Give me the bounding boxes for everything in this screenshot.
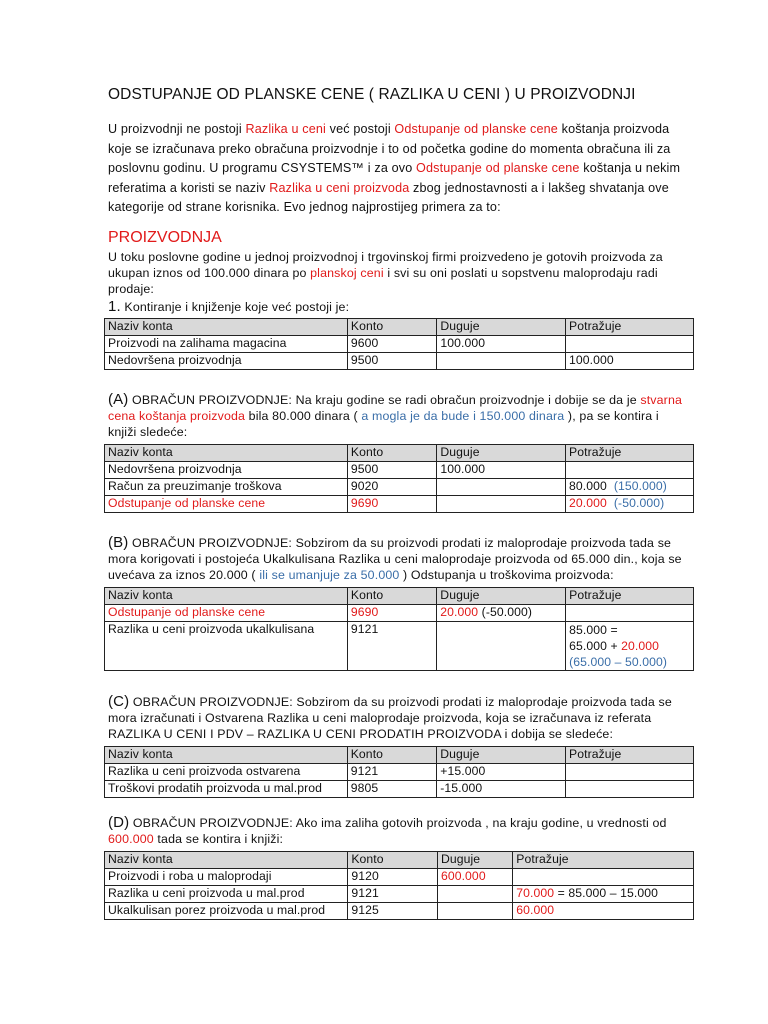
- section-c-text: [108, 694, 683, 742]
- intro-text: U proizvodnji ne postoji: [108, 122, 246, 136]
- table-c: [104, 746, 694, 798]
- cell-naziv: Odstupanje od planske cene: [105, 496, 348, 513]
- cell-duguje: [437, 903, 512, 920]
- cell-potrazuje: [566, 605, 694, 622]
- header-naziv: Naziv konta: [105, 747, 348, 764]
- intro-text: koštanja u nekim referatima a koristi se naziv: [108, 161, 681, 195]
- cell-naziv: Proizvodi i roba u maloprodaji: [105, 869, 348, 886]
- section-heading: PROIZVODNJA: [108, 229, 222, 246]
- alt-value: (-50.000): [478, 605, 533, 619]
- cell-konto: 9690: [347, 605, 436, 622]
- table-row: [105, 496, 694, 513]
- header-duguje: Duguje: [437, 319, 566, 336]
- table-row: [105, 605, 694, 622]
- section-alt-note: ili se umanjuje za 50.000: [259, 567, 400, 582]
- header-konto: Konto: [347, 588, 436, 605]
- table-header-row: [105, 445, 694, 462]
- table-header-row: [105, 747, 694, 764]
- cell-konto: 9120: [348, 869, 438, 886]
- section-text: Sobzirom da su proizvodi prodati iz maloprodaje proizvoda tada se mora izračunati i Ostvarena Razlika u ceni maloprodaje proizvoda, koja se izračunava iz referata: [108, 695, 672, 725]
- header-duguje: Duguje: [437, 852, 512, 869]
- cell-konto: 9500: [347, 353, 436, 370]
- cell-potrazuje: [566, 496, 694, 513]
- alt-value: (150.000): [613, 479, 667, 493]
- step-1-heading: [108, 299, 683, 316]
- header-potrazuje: Potražuje: [566, 319, 694, 336]
- production-intro: [108, 250, 683, 297]
- table-b: [104, 587, 694, 671]
- cell-konto: 9600: [347, 336, 436, 353]
- intro-highlight: Odstupanje od planske cene: [394, 122, 558, 136]
- cell-potrazuje: 100.000: [566, 353, 694, 370]
- section-label: (D): [108, 814, 130, 831]
- section-text: ), pa se kontira i knjiži sledeće:: [108, 408, 659, 439]
- cell-duguje: [437, 479, 566, 496]
- header-duguje: Duguje: [437, 445, 566, 462]
- table-row: [105, 353, 694, 370]
- table-header-row: [105, 852, 694, 869]
- intro-highlight: Odstupanje od planske cene: [416, 161, 580, 175]
- cell-potrazuje: [565, 781, 693, 798]
- header-naziv: Naziv konta: [105, 319, 348, 336]
- cell-duguje: [437, 605, 566, 622]
- cell-duguje: 100.000: [437, 336, 566, 353]
- production-text: U toku poslovne godine u jednoj proizvodnoj i trgovinskoj firmi proizvedeno je gotovih proizvoda za ukupan iznos od 100.000 dinara po: [108, 250, 663, 280]
- section-label: (B): [108, 534, 129, 551]
- section-head: OBRAČUN PROIZVODNJE:: [128, 393, 293, 407]
- table-row: [105, 886, 694, 903]
- header-konto: Konto: [347, 747, 437, 764]
- table-a: [104, 444, 694, 513]
- cell-potrazuje: 60.000: [513, 903, 694, 920]
- cell-konto: 9121: [348, 886, 438, 903]
- cell-naziv: Razlika u ceni proizvoda ostvarena: [105, 764, 348, 781]
- cell-duguje: +15.000: [437, 764, 566, 781]
- header-duguje: Duguje: [437, 588, 566, 605]
- section-head: OBRAČUN PROIZVODNJE:: [129, 695, 293, 709]
- production-highlight: planskoj ceni: [310, 265, 384, 280]
- table-row: [105, 622, 694, 671]
- header-konto: Konto: [347, 445, 436, 462]
- header-potrazuje: Potražuje: [566, 445, 694, 462]
- section-head: OBRAČUN PROIZVODNJE:: [128, 536, 293, 550]
- value-line: [569, 638, 690, 654]
- cell-potrazuje: [566, 336, 694, 353]
- step-text: Kontiranje i knjiženje koje već postoji je:: [120, 300, 350, 314]
- table-row: [105, 764, 694, 781]
- table-1: [104, 318, 694, 370]
- section-emphasis: RAZLIKA U CENI I PDV – RAZLIKA U CENI PRODATIH PROIZVODA: [108, 726, 502, 741]
- header-naziv: Naziv konta: [105, 588, 348, 605]
- table-row: [105, 479, 694, 496]
- cell-duguje: [437, 886, 512, 903]
- header-potrazuje: Potražuje: [565, 747, 693, 764]
- header-potrazuje: Potražuje: [513, 852, 694, 869]
- section-text: tada se kontira i knjiži:: [153, 831, 284, 846]
- section-text: ) Odstupanja u troškovima proizvoda:: [399, 567, 614, 582]
- section-a-text: [108, 392, 683, 440]
- section-highlight: 600.000: [108, 831, 154, 846]
- table-header-row: [105, 319, 694, 336]
- cell-potrazuje: [566, 479, 694, 496]
- value: 20.000: [569, 496, 607, 510]
- cell-naziv: Ukalkulisan porez proizvoda u mal.prod: [105, 903, 348, 920]
- cell-konto: 9121: [347, 622, 436, 671]
- cell-konto: 9020: [347, 479, 436, 496]
- table-d: [104, 851, 694, 920]
- cell-konto: 9805: [347, 781, 437, 798]
- cell-naziv: Odstupanje od planske cene: [105, 605, 348, 622]
- cell-konto: 9121: [347, 764, 437, 781]
- table-row: [105, 903, 694, 920]
- intro-highlight: Razlika u ceni: [245, 122, 326, 136]
- cell-duguje: 100.000: [437, 462, 566, 479]
- value-highlight: 20.000: [621, 639, 660, 653]
- header-naziv: Naziv konta: [105, 445, 348, 462]
- intro-highlight: Razlika u ceni proizvoda: [269, 180, 410, 195]
- section-label: (C): [108, 693, 130, 710]
- cell-konto: 9125: [348, 903, 438, 920]
- cell-potrazuje: [566, 462, 694, 479]
- value: = 85.000 – 15.000: [554, 886, 658, 900]
- table-row: [105, 781, 694, 798]
- section-b-text: [108, 535, 683, 583]
- table-row: [105, 462, 694, 479]
- header-konto: Konto: [348, 852, 438, 869]
- cell-naziv: Razlika u ceni proizvoda ukalkulisana: [105, 622, 348, 671]
- cell-potrazuje: [565, 764, 693, 781]
- header-duguje: Duguje: [437, 747, 566, 764]
- cell-potrazuje: [513, 869, 694, 886]
- cell-naziv: Račun za preuzimanje troškova: [105, 479, 348, 496]
- cell-duguje: [437, 353, 566, 370]
- section-text: Na kraju godine se radi obračun proizvodnje i dobije se da je: [292, 393, 641, 407]
- section-highlight: stvarna cena koštanja proizvoda: [108, 393, 683, 423]
- step-number: 1.: [108, 298, 121, 315]
- cell-konto: 9500: [347, 462, 436, 479]
- value-highlight: 70.000: [516, 886, 555, 900]
- table-row: [105, 336, 694, 353]
- cell-naziv: Nedovršena proizvodnja: [105, 353, 348, 370]
- cell-naziv: Razlika u ceni proizvoda u mal.prod: [105, 886, 348, 903]
- value: 80.000: [569, 479, 607, 493]
- section-text: Ako ima zaliha gotovih proizvoda , na kraju godine, u vrednosti od: [292, 816, 667, 830]
- table-header-row: [105, 588, 694, 605]
- header-naziv: Naziv konta: [105, 852, 348, 869]
- cell-duguje: [437, 496, 566, 513]
- header-potrazuje: Potražuje: [566, 588, 694, 605]
- cell-potrazuje: [566, 622, 694, 671]
- value: 20.000: [440, 605, 479, 619]
- intro-text: već postoji: [325, 122, 395, 136]
- section-alt-note: a mogla je da bude i 150.000 dinara: [361, 408, 565, 423]
- intro-text: koštanja proizvoda koje se izračunava preko obračuna proizvodnje i to od početka godine do momenta obračuna ili za poslovnu godinu. U programu CSYSTEMS™ i za ovo: [108, 122, 671, 175]
- production-text: i svi su oni poslati u sopstvenu maloprodaju radi prodaje:: [108, 265, 658, 296]
- section-label: (A): [108, 391, 129, 408]
- section-text: bila 80.000 dinara (: [245, 408, 362, 423]
- cell-naziv: Proizvodi na zalihama magacina: [105, 336, 348, 353]
- value-line: (65.000 – 50.000): [569, 655, 668, 669]
- intro-paragraph: [108, 120, 683, 218]
- cell-konto: 9690: [347, 496, 436, 513]
- cell-duguje: 600.000: [437, 869, 512, 886]
- section-text: i dobija se sledeće:: [501, 726, 614, 741]
- intro-text: zbog jednostavnosti a i lakšeg shvatanja ove kategorije od strane korisnika. Evo jednog najprostijeg primera za to:: [108, 180, 669, 214]
- value: 65.000 +: [569, 639, 622, 653]
- value-line: 85.000 =: [569, 623, 618, 637]
- cell-duguje: -15.000: [437, 781, 566, 798]
- section-text: Sobzirom da su proizvodi prodati iz maloprodaje proizvoda tada se mora korigovati i postojeća Ukalkulisana Razlika u ceni maloprodaje proizvoda od 65.000 din., koja se uvećava za iznos 20.000 (: [108, 536, 682, 582]
- cell-potrazuje: [513, 886, 694, 903]
- document-title: ODSTUPANJE OD PLANSKE CENE ( RAZLIKA U CENI ) U PROIZVODNJI: [108, 86, 636, 103]
- section-head: OBRAČUN PROIZVODNJE:: [129, 816, 293, 830]
- alt-value: (-50.000): [613, 496, 665, 510]
- section-d-text: [108, 815, 683, 848]
- header-konto: Konto: [347, 319, 436, 336]
- cell-duguje: [437, 622, 566, 671]
- cell-naziv: Troškovi prodatih proizvoda u mal.prod: [105, 781, 348, 798]
- table-row: [105, 869, 694, 886]
- cell-naziv: Nedovršena proizvodnja: [105, 462, 348, 479]
